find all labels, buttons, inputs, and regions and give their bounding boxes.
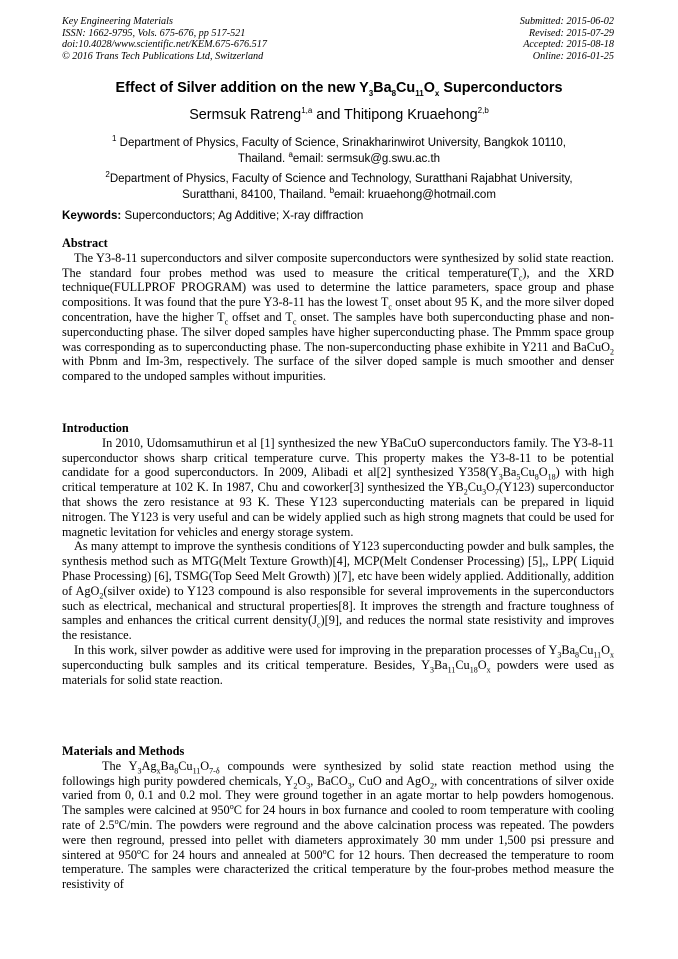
affiliation-2: $^2$Department of Physics, Faculty of Science and Technology, Suratthani Rajabhat University, Suratthani, 84100, Thailand. $^b$email: kruaehong@hotmail.com (105, 170, 573, 201)
abstract-heading: Abstract (62, 236, 108, 250)
affiliation-1: $^1$ Department of Physics, Faculty of Science, Srinakharinwirot University, Bangkok 10110, Thailand. $^a$email: sermsuk@g.swu.ac.th (111, 134, 566, 165)
keywords-label: Keywords: (62, 209, 122, 222)
intro-paragraph-2: As many attempt to improve the synthesis conditions of Y123 superconducting powder and bulk samples, the synthesis method such as MTG(Melt Texture Growth)[4], MCP(Melt Condenser Processing) [5],, LPP( Liquid Phase Processing) [6], TSMG(Top Seed Melt Growth) )[7], etc have been widely applied. Additionally, addition of AgO$_2$(silver oxide) to Y123 compound is also responsible for several improvements in the superconductors such as electrical, mechanical and structural properties[8]. It improves the strength and fracture toughness of samples and enhances the critical current $density(J_c)[9]$, and reduces the normal state resistivity and improves the resistance. (62, 539, 614, 643)
keywords (62, 209, 363, 222)
date-accepted: Accepted: 2015-08-18 (523, 39, 614, 50)
journal-info (62, 16, 267, 62)
email-2[interactable]: email: kruaehong@hotmail.com (334, 189, 496, 201)
introduction-heading: Introduction (62, 421, 129, 435)
methods-heading: Materials and Methods (62, 744, 185, 758)
journal-issn: ISSN: 1662-9795, Vols. 675-676, pp 517-521 (62, 27, 246, 39)
date-revised: Revised: 2015-07-29 (528, 27, 614, 39)
author-2: and Thitipong Kruaehong (312, 107, 478, 123)
intro-paragraph-3: In this work, silver powder as additive were used for improving in the preparation processes of $Y_3Ba_8Cu_{11}O_x$ superconducting bulk samples and its critical temperature. Besides, $Y_3Ba_{11}Cu_{18}O_x$ powders were used as materials for solid state reaction. (62, 642, 614, 687)
methods-paragraph: The $Y_3Ag_xBa_8Cu_{11}O_{7-\delta}$ compounds were synthesized by solid state reaction method using the followings high purity powdered chemicals, $Y_2O_3$, BaCO$_3$, CuO and AgO$_2$, with concentrations of silver oxide varied from 0, 0.1 and 0.2 mol. They were ground together in an agate mortar to help powders homogenous. The samples were calcined at 950$^o$C for 24 hours in box furnance and cooled to room temperature with cooling rate of 2.5$^o$C/min. The powders were reground and the above calcination process was repeated. The powders were then reground, pressed into pellet with diameters approximately 30 mm under 1,500 psi pressure and sintered at 950$^o$C for 24 hours and annealed at 500$^o$C for 12 hours. Then decreased the temperature to room temperature. The samples were characterized the critical temperature by the four-probes method measure the resistivity of (62, 758, 614, 892)
date-online: Online: 2016-01-25 (532, 50, 614, 62)
publication-dates (520, 16, 614, 62)
date-submitted: Submitted: 2015-06-02 (519, 16, 614, 27)
keywords-text: Superconductors; Ag Additive; X-ray diffraction (121, 209, 364, 222)
methods-section (62, 744, 614, 892)
paper-title: Effect of Silver addition on the new $Y_3Ba_8Cu_{11}O_x$ Superconductors (115, 80, 563, 98)
abstract-paragraph: The Y3-8-11 superconductors and silver composite superconductors were synthesized by solid state reaction. The standard four probes method was used to measure the critical $temperature(T_c)$, and the XRD technique(FULLPROF PROGRAM) was used to determine the lattice parameters, space group and phase compositions. It was found that the pure Y3-8-11 has the lowest $T_c$ onset about 95 K, and the more silver doped concentration, have the higher $T_c$ offset and $T_c$ onset. The samples have both superconducting phase and non-superconducting phase. The silver doped samples have higher superconducting phase. The Pmmm space group was corresponding as to superconducting phase. The non-superconducting phase exhibite in Y211 and BaCuO$_2$ with Pbnm and Im-3m, respectively. The surface of the silver doped sample is much smoother and denser compared to the undoped samples without impurities. (62, 250, 615, 384)
journal-name: Key Engineering Materials (62, 16, 173, 27)
author-line: Sermsuk Ratreng$^{1,a}$ and Thitipong Kruaehong$^{2,b}$ (189, 106, 489, 123)
abstract-section (62, 236, 614, 384)
author-1: Sermsuk Ratreng (189, 107, 302, 123)
intro-paragraph-1: In 2010, Udomsamuthirun et al [1] synthesized the new YBaCuO superconductors family. The Y3-8-11 superconductor shows sharp critical temperature curve. This property makes the Y3-8-11 to be potential candidate for a good superconductors. In 2009, Alibadi et al[2] synthesized $Y358(Y_3Ba_5Cu_8O_{18})$ with high critical temperature at 102 K. In 1987, Chu and coworker[3] synthesized the $YB_2Cu_3O_7(Y123)$ superconductor that shows the zero resistance at 93 K. These Y123 superconducting materials can be prepared in liquid nitrogen. The Y123 is very useful and can be widely applied such as high strong magnets that could be used for magnetic levitation for vehicles and energy storage system. (62, 435, 615, 539)
journal-copyright: © 2016 Trans Tech Publications Ltd, Switzerland (62, 50, 264, 62)
email-1[interactable]: email: sermsuk@g.swu.ac.th (292, 153, 441, 165)
introduction-section (62, 421, 614, 687)
journal-doi[interactable]: doi:10.4028/www.scientific.net/KEM.675-676.517 (62, 39, 267, 50)
